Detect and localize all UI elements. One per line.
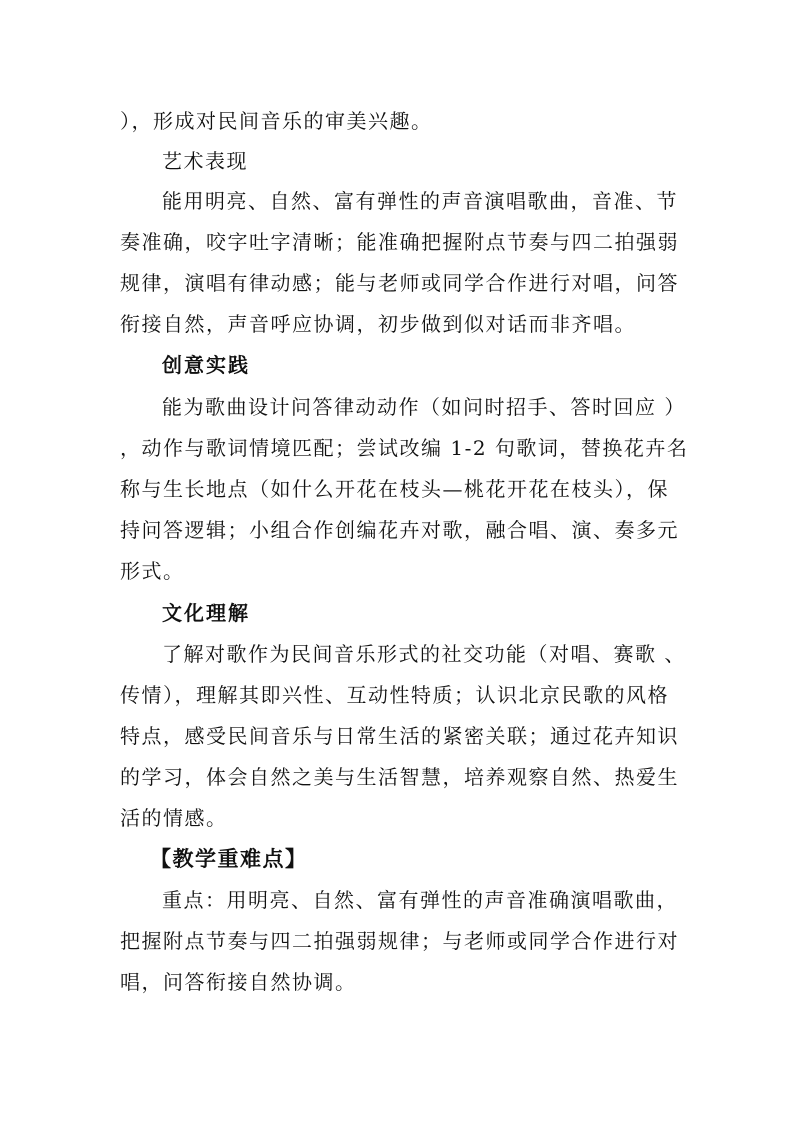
paragraph-line: 的学习，体会自然之美与生活智慧，培养观察自然、热爱生 bbox=[120, 765, 679, 789]
paragraph-line: 把握附点节奏与四二拍强弱规律；与老师或同学合作进行对 bbox=[120, 929, 679, 953]
paragraph-line: 衔接自然，声音呼应协调，初步做到似对话而非齐唱。 bbox=[120, 312, 636, 336]
paragraph-line: 称与生长地点（如什么开花在枝头—桃花开花在枝头），保 bbox=[120, 477, 669, 501]
paragraph-line: 传情），理解其即兴性、互动性特质；认识北京民歌的风格 bbox=[120, 683, 669, 707]
section-title-artistic-expression: 艺术表现 bbox=[162, 149, 248, 173]
paragraph-line: 重点：用明亮、自然、富有弹性的声音准确演唱歌曲， bbox=[162, 888, 678, 912]
paragraph-line: 能用明亮、自然、富有弹性的声音演唱歌曲，音准、节 bbox=[162, 189, 678, 213]
section-title-cultural-understanding: 文化理解 bbox=[162, 601, 250, 625]
paragraph-line: 规律，演唱有律动感；能与老师或同学合作进行对唱，问答 bbox=[120, 271, 679, 295]
paragraph-line: 持问答逻辑；小组合作创编花卉对歌，融合唱、演、奏多元 bbox=[120, 518, 679, 542]
paragraph-line: ），形成对民间音乐的审美兴趣。 bbox=[120, 109, 433, 133]
paragraph-line: 能为歌曲设计问答律动动作（如问时招手、答时回应 ） bbox=[162, 395, 686, 419]
paragraph-line: ，动作与歌词情境匹配；尝试改编 1-2 句歌词，替换花卉名 bbox=[120, 436, 689, 460]
paragraph-line: 形式。 bbox=[120, 559, 185, 583]
paragraph-line: 活的情感。 bbox=[120, 806, 228, 830]
section-title-creative-practice: 创意实践 bbox=[162, 353, 250, 377]
paragraph-line: 唱，问答衔接自然协调。 bbox=[120, 970, 357, 994]
paragraph-line: 了解对歌作为民间音乐形式的社交功能（对唱、赛歌 、 bbox=[162, 642, 686, 666]
section-title-teaching-key-points: 【教学重难点】 bbox=[150, 846, 308, 871]
paragraph-line: 奏准确，咬字吐字清晰；能准确把握附点节奏与四二拍强弱 bbox=[120, 230, 679, 254]
paragraph-line: 特点，感受民间音乐与日常生活的紧密关联；通过花卉知识 bbox=[120, 724, 679, 748]
